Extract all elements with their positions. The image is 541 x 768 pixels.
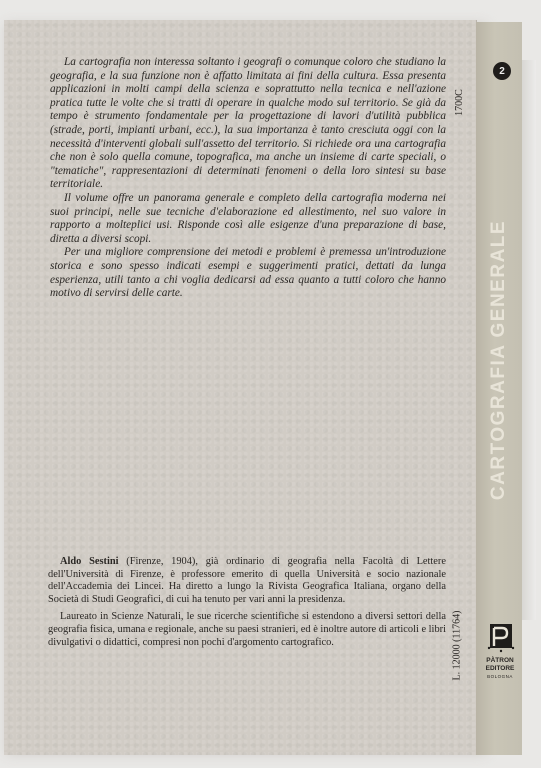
publisher-city: BOLOGNA [487, 674, 513, 679]
price-code [445, 590, 469, 700]
publisher-line-2: EDITORE [485, 665, 515, 672]
spine-title-text: CARTOGRAFIA GENERALE [488, 219, 509, 501]
price-label: L. 12000 (11764) [451, 610, 463, 680]
blurb-paragraph-3: Per una migliore comprensione dei metodi e problemi è premessa un'introduzione storica e sono spesso indicati esempi e suggerimenti pratici, dettati da lunga esperienza, utili tanto a chi voglia dedicarsi ad essa quanto a tutti coloro che hanno motivo di servirsi delle carte. [50, 246, 446, 300]
publisher-name [478, 657, 522, 681]
author-bio [48, 556, 446, 654]
blurb-paragraph-2: Il volume offre un panorama generale e completo della cartografia moderna nei suoi principi, nelle sue tecniche d'elaborazione ed allestimento, nel suo valore in rapporto a molteplici usi. Risponde così alle esigenze d'una preparazione di base, diretta a diversi scopi. [50, 191, 446, 245]
blurb-text [50, 56, 446, 301]
spine-title [474, 150, 524, 570]
catalog-code [449, 72, 469, 132]
catalog-code-label: 1700C [453, 88, 465, 116]
volume-badge [493, 62, 511, 80]
volume-number: 2 [499, 65, 505, 77]
author-bio-paragraph-2: Laureato in Scienze Naturali, le sue ricerche scientifiche si estendono a diversi settori della geografia fisica, umana e regionale, anche su paesi stranieri, ed è inoltre autore di articoli e libri divulgativi o didattici, compresi non pochi d'argomento cartografico. [48, 611, 446, 648]
author-bio-paragraph-1 [48, 556, 446, 606]
page-edges [522, 60, 536, 620]
author-bio-text-1: (Firenze, 1904), già ordinario di geografia nella Facoltà di Lettere dell'Università di Firenze, è professore emerito di quella Università e socio nazionale dell'Accademia dei Lincei. Ha diretto a lungo la Rivista Geografica Italiana, organo della Società di Studi Geografici, di cui ha tenuto per vari anni la presidenza. [48, 556, 446, 605]
publisher-logo-icon [484, 620, 518, 654]
blurb-paragraph-1: La cartografia non interessa soltanto i geografi o comunque coloro che studiano la geografia, e la sua funzione non è affatto limitata ai fini della cultura. Essa presenta applicazioni in molti campi della scienza e soprattutto nella tecnica e nell'azione pratica tutte le volte che si tratti di operare in qualche modo sul territorio. Se già da tempo è strumento fondamentale per la progettazione di lavori d'utilità pubblica (strade, porti, impianti urbani, ecc.), la sua importanza è tanto cresciuta oggi con la necessità d'interventi globali sull'assetto del territorio. Si richiede ora una cartografia che non è solo quella comune, topografica, ma anche un insieme di carte speciali, o "tematiche", rappresentazioni di determinati fenomeni o della loro sintesi su base territoriale. [50, 56, 446, 191]
publisher-line-1: PÀTRON [486, 657, 514, 664]
author-name: Aldo Sestini [60, 556, 119, 567]
